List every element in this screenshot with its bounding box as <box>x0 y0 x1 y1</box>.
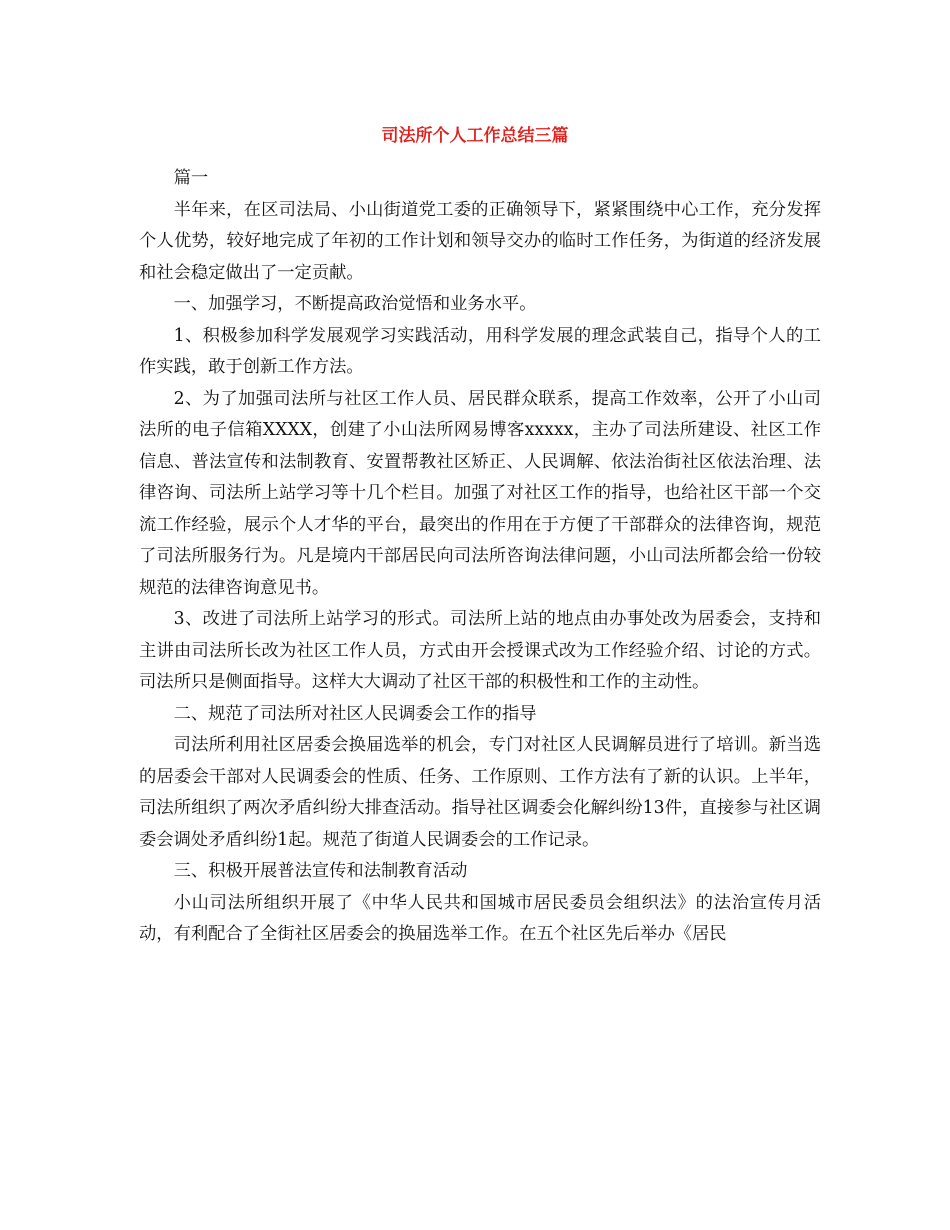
paragraph-item-3: 3、改进了司法所上站学习的形式。司法所上站的地点由办事处改为居委会，支持和主讲由司法所长改为社区工作人员，方式由开会授课式改为工作经验介绍、讨论的方式。司法所只是侧面指导。这样大大调动了社区干部的积极性和工作的主动性。 <box>139 609 821 692</box>
paragraph-item-2: 2、为了加强司法所与社区工作人员、居民群众联系，提高工作效率，公开了小山司法所的电子信箱XXXX，创建了小山法所网易博客xxxxx，主办了司法所建设、社区工作信息、普法宣传和法制教育、安置帮教社区矫正、人民调解、依法治街社区依法治理、法律咨询、司法所上站学习等十几个栏目。加强了对社区工作的指导，也给社区干部一个交流工作经验，展示个人才华的平台，最突出的作用在于方便了干部群众的法律咨询，规范了司法所服务行为。凡是境内干部居民向司法所咨询法律问题，小山司法所都会给一份较规范的法律咨询意见书。 <box>139 388 821 598</box>
paragraph-section-3: 小山司法所组织开展了《中华人民共和国城市居民委员会组织法》的法治宣传月活动，有利配合了全街社区居委会的换届选举工作。在五个社区先后举办《居民 <box>139 892 821 944</box>
paragraph-item-1: 1、积极参加科学发展观学习实践活动，用科学发展的理念武装自己，指导个人的工作实践，敢于创新工作方法。 <box>139 325 821 377</box>
paragraph-intro: 半年来，在区司法局、小山街道党工委的正确领导下，紧紧围绕中心工作，充分发挥个人优势，较好地完成了年初的工作计划和领导交办的临时工作任务，为街道的经济发展和社会稳定做出了一定贡献。 <box>139 199 821 283</box>
heading-section-1: 一、加强学习，不断提高政治觉悟和业务水平。 <box>173 294 537 314</box>
paragraph-section-label: 篇一 <box>173 168 209 188</box>
document-title: 司法所个人工作总结三篇 <box>381 126 569 146</box>
heading-section-2: 二、规范了司法所对社区人民调委会工作的指导 <box>173 703 537 724</box>
document-body <box>139 163 821 951</box>
paragraph-section-2: 司法所利用社区居委会换届选举的机会，专门对社区人民调解员进行了培训。新当选的居委会干部对人民调委会的性质、任务、工作原则、工作方法有了新的认识。上半年，司法所组织了两次矛盾纠纷大排查活动。指导社区调委会化解纠纷13件，直接参与社区调委会调处矛盾纠纷1起。规范了街道人民调委会的工作记录。 <box>139 735 821 850</box>
heading-section-3: 三、积极开展普法宣传和法制教育活动 <box>173 861 468 881</box>
